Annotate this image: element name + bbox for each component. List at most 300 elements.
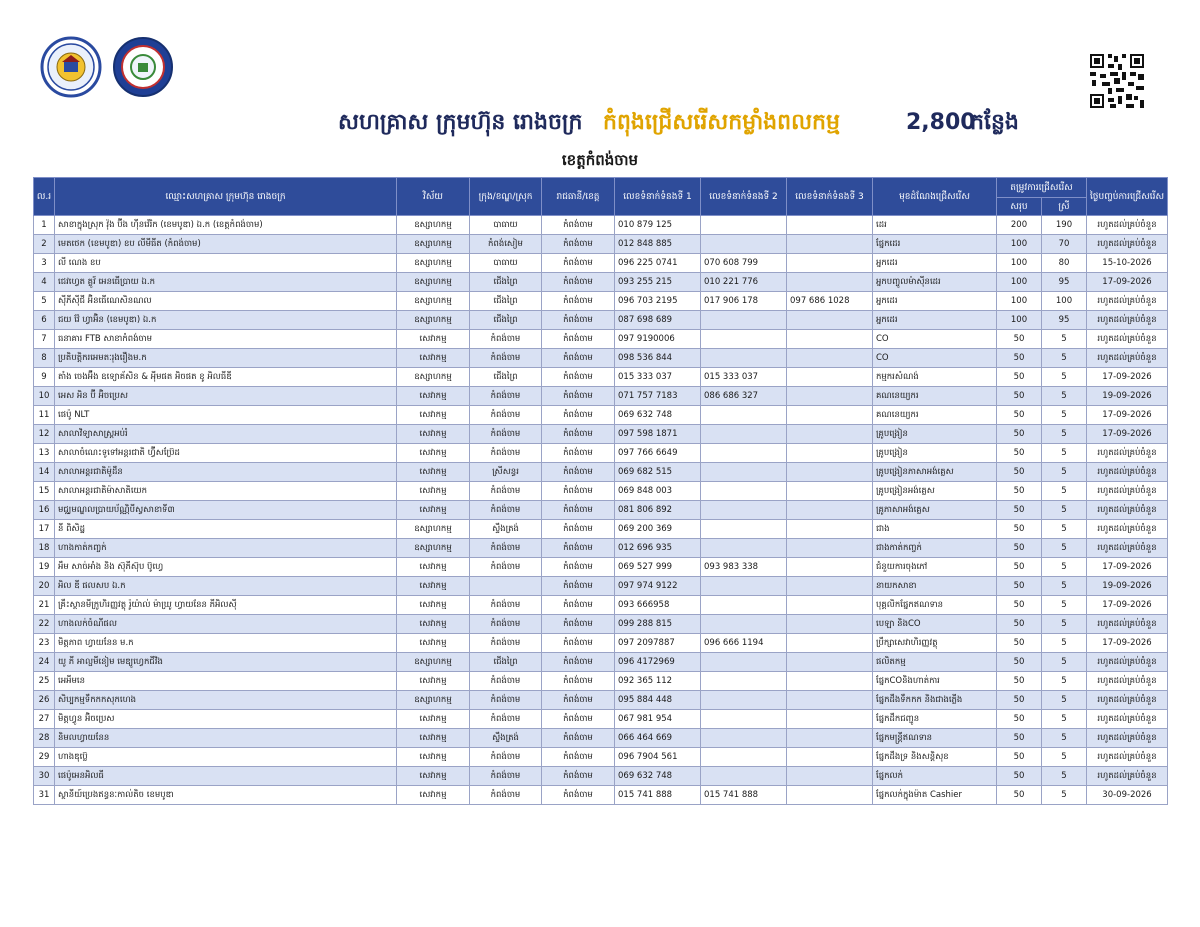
- row-number: 12: [34, 425, 55, 444]
- phone1-cell: 069 848 003: [615, 482, 701, 501]
- phone3-cell: [787, 520, 873, 539]
- phone3-cell: [787, 425, 873, 444]
- province-cell: កំពង់ចាម: [542, 615, 615, 634]
- phone1-cell: 066 464 669: [615, 729, 701, 748]
- province-cell: កំពង់ចាម: [542, 273, 615, 292]
- district-cell: ជើងព្រៃ: [470, 311, 542, 330]
- row-number: 9: [34, 368, 55, 387]
- phone2-cell: [701, 767, 787, 786]
- quota-female-cell: 95: [1042, 273, 1087, 292]
- phone1-cell: 015 333 037: [615, 368, 701, 387]
- quota-total-cell: 50: [997, 615, 1042, 634]
- phone2-cell: 015 741 888: [701, 786, 787, 805]
- district-cell: បាធាយ: [470, 254, 542, 273]
- deadline-cell: 17-09-2026: [1087, 406, 1168, 425]
- quota-female-cell: 70: [1042, 235, 1087, 254]
- table-row: [34, 406, 1168, 425]
- deadline-cell: 15-10-2026: [1087, 254, 1168, 273]
- quota-female-cell: 5: [1042, 387, 1087, 406]
- quota-total-cell: 100: [997, 235, 1042, 254]
- company-name: អិល ឌី ផលសប ឯ.ក: [55, 577, 397, 596]
- phone2-cell: [701, 501, 787, 520]
- province-cell: កំពង់ចាម: [542, 235, 615, 254]
- row-number: 22: [34, 615, 55, 634]
- phone1-cell: 097 974 9122: [615, 577, 701, 596]
- phone3-cell: [787, 273, 873, 292]
- province-cell: កំពង់ចាម: [542, 349, 615, 368]
- sector-cell: សេវាកម្ម: [397, 634, 470, 653]
- sector-cell: សេវាកម្ម: [397, 387, 470, 406]
- position-cell: អ្នកបញ្ចូលម៉ាស៊ីនដេរ: [873, 273, 997, 292]
- phone1-cell: 012 696 935: [615, 539, 701, 558]
- deadline-cell: រហូតដល់គ្រប់ចំនួន: [1087, 216, 1168, 235]
- table-row: [34, 311, 1168, 330]
- position-cell: អ្នកដេរ: [873, 254, 997, 273]
- province-cell: កំពង់ចាម: [542, 425, 615, 444]
- province-cell: កំពង់ចាម: [542, 216, 615, 235]
- company-name: សាលាអន្តរជាតិម៉ូដឺន: [55, 463, 397, 482]
- phone2-cell: [701, 596, 787, 615]
- phone1-cell: 012 848 885: [615, 235, 701, 254]
- recruiting-status: កំពុងជ្រើសរើសកម្លាំងពលកម្ម: [603, 110, 840, 135]
- province-cell: កំពង់ចាម: [542, 786, 615, 805]
- headline: [0, 106, 1200, 140]
- position-cell: គ្រូបង្រៀនអង់គ្លេស: [873, 482, 997, 501]
- sector-cell: សេវាកម្ម: [397, 406, 470, 425]
- quota-total-cell: 50: [997, 672, 1042, 691]
- positions-unit: កន្លែង: [970, 110, 1019, 135]
- sector-cell: ឧស្សាហកម្ម: [397, 691, 470, 710]
- phone3-cell: [787, 786, 873, 805]
- phone3-cell: [787, 615, 873, 634]
- deadline-cell: រហូតដល់គ្រប់ចំនួន: [1087, 615, 1168, 634]
- col-quota-female: ស្រី: [1042, 198, 1087, 216]
- sector-cell: សេវាកម្ម: [397, 596, 470, 615]
- phone1-cell: 069 632 748: [615, 406, 701, 425]
- table-row: [34, 349, 1168, 368]
- phone3-cell: [787, 235, 873, 254]
- quota-female-cell: 5: [1042, 482, 1087, 501]
- province-cell: កំពង់ចាម: [542, 520, 615, 539]
- province-cell: កំពង់ចាម: [542, 482, 615, 501]
- quota-total-cell: 100: [997, 254, 1042, 273]
- col-quota-total: សរុប: [997, 198, 1042, 216]
- province-cell: កំពង់ចាម: [542, 653, 615, 672]
- deadline-cell: រហូតដល់គ្រប់ចំនួន: [1087, 463, 1168, 482]
- company-name: លី ណេង ខប: [55, 254, 397, 273]
- sector-cell: សេវាកម្ម: [397, 444, 470, 463]
- province-cell: កំពង់ចាម: [542, 767, 615, 786]
- phone3-cell: [787, 596, 873, 615]
- position-cell: បេឡា និងCO: [873, 615, 997, 634]
- district-cell: [470, 577, 542, 596]
- province-cell: កំពង់ចាម: [542, 748, 615, 767]
- table-row: [34, 444, 1168, 463]
- deadline-cell: 17-09-2026: [1087, 634, 1168, 653]
- deadline-cell: 17-09-2026: [1087, 273, 1168, 292]
- sector-cell: សេវាកម្ម: [397, 501, 470, 520]
- phone3-cell: [787, 368, 873, 387]
- position-cell: កម្មករសំណង់: [873, 368, 997, 387]
- table-row: [34, 501, 1168, 520]
- company-name: អឹម សាច់អាំង និង ស៊ុភីស៊ុប ប៊ូហ្វេ: [55, 558, 397, 577]
- quota-total-cell: 50: [997, 387, 1042, 406]
- province-cell: កំពង់ចាម: [542, 596, 615, 615]
- quota-female-cell: 5: [1042, 615, 1087, 634]
- district-cell: កំពង់ចាម: [470, 444, 542, 463]
- position-cell: ផលិតកម្ម: [873, 653, 997, 672]
- row-number: 21: [34, 596, 55, 615]
- phone2-cell: [701, 691, 787, 710]
- quota-female-cell: 5: [1042, 596, 1087, 615]
- phone1-cell: 069 632 748: [615, 767, 701, 786]
- phone3-cell: [787, 710, 873, 729]
- quota-female-cell: 5: [1042, 501, 1087, 520]
- table-row: [34, 425, 1168, 444]
- phone3-cell: [787, 482, 873, 501]
- table-row: [34, 710, 1168, 729]
- quota-total-cell: 50: [997, 596, 1042, 615]
- company-name: អេអីមនេ: [55, 672, 397, 691]
- quota-total-cell: 50: [997, 463, 1042, 482]
- district-cell: កំពង់ចាម: [470, 596, 542, 615]
- phone1-cell: 097 766 6649: [615, 444, 701, 463]
- phone1-cell: 095 884 448: [615, 691, 701, 710]
- quota-total-cell: 50: [997, 368, 1042, 387]
- district-cell: កំពង់ចាម: [470, 558, 542, 577]
- quota-female-cell: 5: [1042, 691, 1087, 710]
- quota-total-cell: 100: [997, 311, 1042, 330]
- qr-code-icon[interactable]: [1088, 52, 1146, 110]
- row-number: 6: [34, 311, 55, 330]
- deadline-cell: 17-09-2026: [1087, 368, 1168, 387]
- quota-female-cell: 5: [1042, 539, 1087, 558]
- phone2-cell: [701, 748, 787, 767]
- deadline-cell: រហូតដល់គ្រប់ចំនួន: [1087, 520, 1168, 539]
- phone3-cell: [787, 577, 873, 596]
- quota-total-cell: 50: [997, 786, 1042, 805]
- col-position: មុខដំណែងជ្រើសរើស: [873, 178, 997, 216]
- position-cell: បុគ្គលិកផ្នែកឥណទាន: [873, 596, 997, 615]
- phone2-cell: [701, 539, 787, 558]
- sector-cell: សេវាកម្ម: [397, 710, 470, 729]
- company-name: ជយ វ៉ែ ហ្វាអ៊ិន (ខេមបូឌា) ឯ.ក: [55, 311, 397, 330]
- quota-female-cell: 5: [1042, 463, 1087, 482]
- table-row: [34, 539, 1168, 558]
- quota-female-cell: 5: [1042, 634, 1087, 653]
- company-name: ស៊ីភីស៊ីជី អ៊ិនធើណេសិនណល: [55, 292, 397, 311]
- deadline-cell: រហូតដល់គ្រប់ចំនួន: [1087, 539, 1168, 558]
- phone3-cell: [787, 748, 873, 767]
- province-cell: កំពង់ចាម: [542, 691, 615, 710]
- col-quota-group: តម្រូវការជ្រើសរើស: [997, 178, 1087, 198]
- quota-female-cell: 100: [1042, 292, 1087, 311]
- quota-female-cell: 5: [1042, 577, 1087, 596]
- position-cell: គណនេយ្យករ: [873, 406, 997, 425]
- district-cell: ស្ទឹងត្រង់: [470, 520, 542, 539]
- district-cell: កំពង់ចាម: [470, 691, 542, 710]
- phone2-cell: [701, 406, 787, 425]
- table-row: [34, 558, 1168, 577]
- position-cell: ប្រឹក្សាសេវាហិរញ្ញវត្ថុ: [873, 634, 997, 653]
- phone1-cell: 092 365 112: [615, 672, 701, 691]
- phone3-cell: [787, 254, 873, 273]
- quota-total-cell: 50: [997, 577, 1042, 596]
- col-district: ក្រុង/ខណ្ឌ/ស្រុក: [470, 178, 542, 216]
- phone3-cell: [787, 653, 873, 672]
- phone2-cell: 070 608 799: [701, 254, 787, 273]
- quota-female-cell: 5: [1042, 710, 1087, 729]
- deadline-cell: រហូតដល់គ្រប់ចំនួន: [1087, 501, 1168, 520]
- district-cell: បាធាយ: [470, 216, 542, 235]
- deadline-cell: រហូតដល់គ្រប់ចំនួន: [1087, 349, 1168, 368]
- position-cell: ជំនួយការចុងភៅ: [873, 558, 997, 577]
- position-cell: គ្រូបង្រៀនភាសាអង់គ្លេស: [873, 463, 997, 482]
- company-name: សាខាក្នុងស្រុក វ៉ុង ប៊ីង ហ៊ីនវ៉េរិក (ខេមបូឌា) ឯ.ក (ខេត្តកំពង់ចាម): [55, 216, 397, 235]
- company-name: ផេប៉ូអេនអិលធី: [55, 767, 397, 786]
- phone2-cell: [701, 520, 787, 539]
- sector-cell: សេវាកម្ម: [397, 558, 470, 577]
- deadline-cell: រហូតដល់គ្រប់ចំនួន: [1087, 653, 1168, 672]
- province-cell: កំពង់ចាម: [542, 672, 615, 691]
- quota-female-cell: 5: [1042, 748, 1087, 767]
- phone3-cell: [787, 387, 873, 406]
- phone1-cell: 098 536 844: [615, 349, 701, 368]
- phone1-cell: 093 255 215: [615, 273, 701, 292]
- quota-total-cell: 50: [997, 501, 1042, 520]
- phone3-cell: [787, 330, 873, 349]
- row-number: 17: [34, 520, 55, 539]
- phone1-cell: 067 981 954: [615, 710, 701, 729]
- row-number: 3: [34, 254, 55, 273]
- sector-cell: សេវាកម្ម: [397, 767, 470, 786]
- deadline-cell: រហូតដល់គ្រប់ចំនួន: [1087, 691, 1168, 710]
- table-row: [34, 463, 1168, 482]
- district-cell: កំពង់ចាម: [470, 387, 542, 406]
- position-cell: គណនេយ្យករ: [873, 387, 997, 406]
- quota-female-cell: 5: [1042, 672, 1087, 691]
- phone3-cell: [787, 691, 873, 710]
- row-number: 19: [34, 558, 55, 577]
- province-cell: កំពង់ចាម: [542, 387, 615, 406]
- sector-cell: សេវាកម្ម: [397, 425, 470, 444]
- phone3-cell: [787, 444, 873, 463]
- phone3-cell: [787, 463, 873, 482]
- phone3-cell: [787, 767, 873, 786]
- phone2-cell: 017 906 178: [701, 292, 787, 311]
- phone1-cell: 087 698 689: [615, 311, 701, 330]
- position-cell: CO: [873, 349, 997, 368]
- company-name: គ្រឹះស្ថានមីក្រូហិរញ្ញវត្ថុ រ៉ូយ៉ាល់ ម៉ាឃ្រូ ហ្វាយនែន ភីអិលស៊ី: [55, 596, 397, 615]
- company-name: និមលហ្វាយនែន: [55, 729, 397, 748]
- quota-total-cell: 50: [997, 482, 1042, 501]
- row-number: 5: [34, 292, 55, 311]
- district-cell: កំពង់ចាម: [470, 615, 542, 634]
- phone3-cell: [787, 539, 873, 558]
- district-cell: កំពង់ចាម: [470, 767, 542, 786]
- province-cell: កំពង់ចាម: [542, 330, 615, 349]
- district-cell: ជើងព្រៃ: [470, 368, 542, 387]
- col-province: រាជធានី/ខេត្ត: [542, 178, 615, 216]
- table-row: [34, 292, 1168, 311]
- sector-cell: ឧស្សាហកម្ម: [397, 653, 470, 672]
- row-number: 18: [34, 539, 55, 558]
- total-positions-count: 2,800: [906, 110, 976, 135]
- position-cell: គ្រូបង្រៀន: [873, 425, 997, 444]
- phone3-cell: [787, 729, 873, 748]
- company-name: មជ្ឈមណ្ឌលប្រាយប័ណ្ណិបីស្វសាខាទី៣: [55, 501, 397, 520]
- phone1-cell: 093 666958: [615, 596, 701, 615]
- phone3-cell: [787, 501, 873, 520]
- quota-total-cell: 50: [997, 425, 1042, 444]
- row-number: 20: [34, 577, 55, 596]
- col-sector: វិស័យ: [397, 178, 470, 216]
- phone1-cell: 097 2097887: [615, 634, 701, 653]
- position-cell: ផ្នែកមន្ត្រីឥណទាន: [873, 729, 997, 748]
- district-cell: កំពង់ចាម: [470, 482, 542, 501]
- district-cell: កំពង់ចាម: [470, 501, 542, 520]
- position-cell: អ្នកដេរ: [873, 311, 997, 330]
- quota-total-cell: 50: [997, 558, 1042, 577]
- sector-cell: សេវាកម្ម: [397, 463, 470, 482]
- quota-total-cell: 50: [997, 349, 1042, 368]
- col-no: ល.រ: [34, 178, 55, 216]
- phone1-cell: 069 682 515: [615, 463, 701, 482]
- company-name: តាំង ចេងអ៊ឹង ឧទ្យោគ័សិន & អុីមផត អិចផត ខូ អិលធីឌី: [55, 368, 397, 387]
- quota-female-cell: 5: [1042, 406, 1087, 425]
- position-cell: ផ្នែកដឹងទឹកកក និងជាងភ្លើង: [873, 691, 997, 710]
- province-title: ខេត្តកំពង់ចាម: [561, 151, 639, 169]
- quota-total-cell: 100: [997, 273, 1042, 292]
- quota-total-cell: 50: [997, 520, 1042, 539]
- table-row: [34, 273, 1168, 292]
- province-cell: កំពង់ចាម: [542, 634, 615, 653]
- row-number: 10: [34, 387, 55, 406]
- phone2-cell: [701, 653, 787, 672]
- table-row: [34, 520, 1168, 539]
- quota-total-cell: 50: [997, 767, 1042, 786]
- position-cell: ផ្នែកCOនិងហាត់ការ: [873, 672, 997, 691]
- phone1-cell: 096 7904 561: [615, 748, 701, 767]
- col-phone1: លេខទំនាក់ទំនងទី 1: [615, 178, 701, 216]
- district-cell: កំពង់ចាម: [470, 539, 542, 558]
- quota-total-cell: 50: [997, 634, 1042, 653]
- row-number: 28: [34, 729, 55, 748]
- company-name: យូ ភី អាល្ផមីនៀម មេឌ្យូហ្វេកជីវិង: [55, 653, 397, 672]
- row-number: 31: [34, 786, 55, 805]
- phone1-cell: 096 225 0741: [615, 254, 701, 273]
- province-cell: កំពង់ចាម: [542, 311, 615, 330]
- table-row: [34, 691, 1168, 710]
- row-number: 16: [34, 501, 55, 520]
- phone2-cell: [701, 425, 787, 444]
- table-row: [34, 235, 1168, 254]
- sector-cell: ឧស្សាហកម្ម: [397, 520, 470, 539]
- phone3-cell: [787, 634, 873, 653]
- phone3-cell: [787, 672, 873, 691]
- phone2-cell: 096 666 1194: [701, 634, 787, 653]
- sector-cell: ឧស្សាហកម្ម: [397, 273, 470, 292]
- province-cell: កំពង់ចាម: [542, 577, 615, 596]
- company-name: ជេវហ្វេត គ្លូវ៍ អេនធើប្រាយ ឯ.ក: [55, 273, 397, 292]
- quota-female-cell: 5: [1042, 444, 1087, 463]
- quota-total-cell: 50: [997, 539, 1042, 558]
- district-cell: កំពង់ចាម: [470, 349, 542, 368]
- phone3-cell: [787, 558, 873, 577]
- row-number: 11: [34, 406, 55, 425]
- row-number: 15: [34, 482, 55, 501]
- province-cell: កំពង់ចាម: [542, 729, 615, 748]
- quota-female-cell: 5: [1042, 653, 1087, 672]
- phone2-cell: [701, 311, 787, 330]
- quota-female-cell: 5: [1042, 767, 1087, 786]
- row-number: 29: [34, 748, 55, 767]
- province-cell: កំពង់ចាម: [542, 558, 615, 577]
- district-cell: កំពង់ចាម: [470, 786, 542, 805]
- table-row: [34, 672, 1168, 691]
- deadline-cell: រហូតដល់គ្រប់ចំនួន: [1087, 292, 1168, 311]
- phone2-cell: [701, 216, 787, 235]
- row-number: 30: [34, 767, 55, 786]
- table-row: [34, 216, 1168, 235]
- row-number: 27: [34, 710, 55, 729]
- phone2-cell: [701, 577, 787, 596]
- deadline-cell: រហូតដល់គ្រប់ចំនួន: [1087, 748, 1168, 767]
- phone1-cell: 096 703 2195: [615, 292, 701, 311]
- sector-cell: សេវាកម្ម: [397, 748, 470, 767]
- quota-female-cell: 5: [1042, 425, 1087, 444]
- phone3-cell: [787, 349, 873, 368]
- deadline-cell: រហូតដល់គ្រប់ចំនួន: [1087, 729, 1168, 748]
- company-name: សាលាអន្តរជាតិម៉ាសាតិយេក: [55, 482, 397, 501]
- province-cell: កំពង់ចាម: [542, 368, 615, 387]
- province-cell: កំពង់ចាម: [542, 463, 615, 482]
- row-number: 24: [34, 653, 55, 672]
- row-number: 1: [34, 216, 55, 235]
- row-number: 4: [34, 273, 55, 292]
- sector-cell: ឧស្សាហកម្ម: [397, 539, 470, 558]
- phone2-cell: [701, 482, 787, 501]
- company-name: ស្ថានីយ៍ប្រេងឥន្ធនៈកាល់តិច ខេមបូឌា: [55, 786, 397, 805]
- quota-total-cell: 200: [997, 216, 1042, 235]
- quota-total-cell: 100: [997, 292, 1042, 311]
- phone2-cell: [701, 710, 787, 729]
- table-row: [34, 748, 1168, 767]
- phone1-cell: 069 200 369: [615, 520, 701, 539]
- position-cell: ដេរ: [873, 216, 997, 235]
- company-name: មិត្តហ្វូន អ៊ិចប្រេស: [55, 710, 397, 729]
- row-number: 8: [34, 349, 55, 368]
- position-cell: គ្រូភាសាអង់គ្លេស: [873, 501, 997, 520]
- table-row: [34, 254, 1168, 273]
- quota-female-cell: 5: [1042, 520, 1087, 539]
- quota-female-cell: 80: [1042, 254, 1087, 273]
- quota-female-cell: 5: [1042, 330, 1087, 349]
- phone2-cell: [701, 463, 787, 482]
- phone2-cell: 010 221 776: [701, 273, 787, 292]
- row-number: 7: [34, 330, 55, 349]
- sector-cell: ឧស្សាហកម្ម: [397, 292, 470, 311]
- position-cell: អ្នកដេរ: [873, 292, 997, 311]
- quota-female-cell: 95: [1042, 311, 1087, 330]
- position-cell: CO: [873, 330, 997, 349]
- table-row: [34, 577, 1168, 596]
- district-cell: កំពង់សៀម: [470, 235, 542, 254]
- company-name: នី ពិសិដ្ឋ: [55, 520, 397, 539]
- phone1-cell: 015 741 888: [615, 786, 701, 805]
- phone2-cell: [701, 235, 787, 254]
- deadline-cell: 17-09-2026: [1087, 596, 1168, 615]
